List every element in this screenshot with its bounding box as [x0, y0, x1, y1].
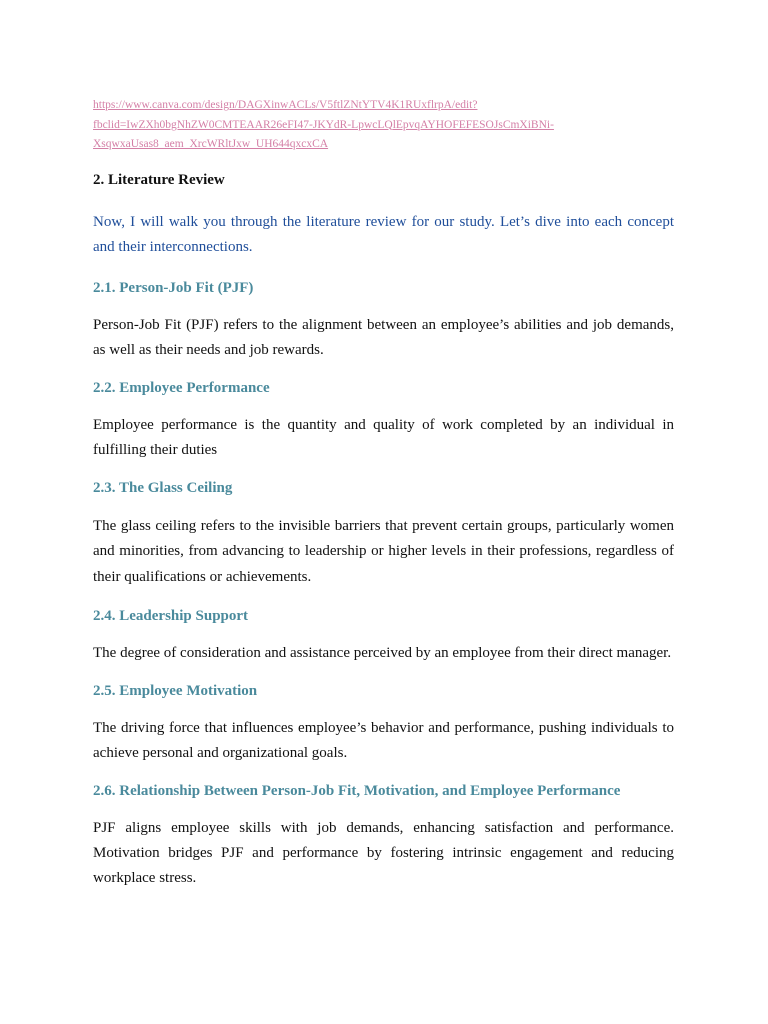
subsection-body-glass-ceiling: The glass ceiling refers to the invisible barriers that prevent certain groups, particularly women and minorities, from advancing to leadership or higher levels in their professions, regardless of their qualifications or achievements. [93, 517, 674, 585]
link-line[interactable]: XsqwxaUsas8_aem_XrcWRltJxw_UH644qxcxCA [93, 138, 329, 150]
subsection-body-leadership-support: The degree of consideration and assistance perceived by an employee from their direct manager. [93, 645, 672, 661]
subsection-heading-glass-ceiling: 2.3. The Glass Ceiling [93, 479, 233, 496]
canva-link[interactable] [93, 96, 674, 155]
section-title: 2. Literature Review [93, 171, 225, 188]
link-line[interactable]: fbclid=IwZXh0bgNhZW0CMTEAAR26eFI47-JKYdR-LpwcLQlEpvqAYHOFEFESOJsCmXiBNi- [93, 118, 554, 131]
document-page [93, 96, 674, 905]
subsection-heading-employee-motivation: 2.5. Employee Motivation [93, 683, 258, 699]
subsection-heading-person-job-fit: 2.1. Person-Job Fit (PJF) [93, 279, 254, 296]
link-line[interactable]: https://www.canva.com/design/DAGXinwACLs/V5ftlZNtYTV4K1RUxflrpA/edit? [93, 99, 478, 111]
subsection-heading-leadership-support: 2.4. Leadership Support [93, 608, 249, 624]
subsection-body-person-job-fit: Person-Job Fit (PJF) refers to the alignment between an employee’s abilities and job demands, as well as their needs and job rewards. [93, 316, 674, 358]
subsection-body-employee-motivation: The driving force that influences employee’s behavior and performance, pushing individuals to achieve personal and organizational goals. [93, 720, 674, 761]
subsection-body-employee-performance: Employee performance is the quantity and quality of work completed by an individual in fulfilling their duties [93, 416, 674, 458]
subsection-heading-relationship: 2.6. Relationship Between Person-Job Fit, Motivation, and Employee Performance [93, 783, 621, 799]
section-intro: Now, I will walk you through the literature review for our study. Let’s dive into each concept and their interconnections. [93, 213, 674, 255]
subsection-heading-employee-performance: 2.2. Employee Performance [93, 379, 270, 396]
subsection-body-relationship: PJF aligns employee skills with job demands, enhancing satisfaction and performance. Motivation bridges PJF and performance by fostering intrinsic engagement and reducing workplace stress. [93, 820, 674, 886]
